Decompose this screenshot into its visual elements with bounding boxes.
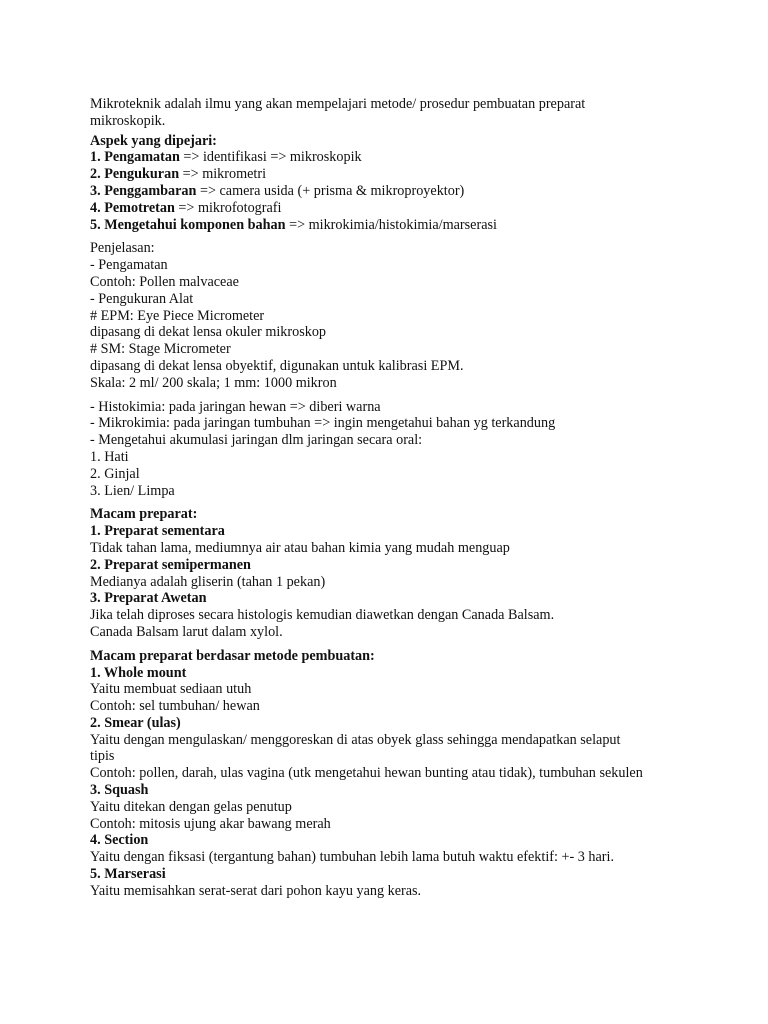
metode-item-title: 3. Squash [90, 782, 149, 799]
metode-item-desc: Yaitu dengan mengulaskan/ menggoreskan di atas obyek glass sehingga mendapatkan selaput [90, 731, 621, 748]
metode-item-desc: Yaitu dengan fiksasi (tergantung bahan) tumbuhan lebih lama butuh waktu efektif: +- 3 hari. [90, 849, 615, 866]
aspek-item: 1. Pengamatan => identifikasi => mikroskopik [90, 149, 362, 166]
histo-line: 3. Lien/ Limpa [90, 482, 175, 499]
histo-line: - Histokimia: pada jaringan hewan => diberi warna [90, 398, 381, 415]
metode-item-title: 5. Marserasi [90, 866, 166, 883]
histo-line: - Mikrokimia: pada jaringan tumbuhan => ingin mengetahui bahan yg terkandung [90, 415, 556, 432]
macam-item-desc: Canada Balsam larut dalam xylol. [90, 623, 283, 640]
aspek-item: 5. Mengetahui komponen bahan => mikrokimia/histokimia/marserasi [90, 216, 497, 233]
penjelasan-line: - Pengamatan [90, 257, 168, 274]
penjelasan-line: Skala: 2 ml/ 200 skala; 1 mm: 1000 mikron [90, 374, 337, 391]
metode-item-desc: Yaitu ditekan dengan gelas penutup [90, 798, 292, 815]
penjelasan-line: Penjelasan: [90, 240, 155, 257]
macam-item-title: 1. Preparat sementara [90, 523, 225, 540]
macam-item-desc: Jika telah diproses secara histologis kemudian diawetkan dengan Canada Balsam. [90, 607, 555, 624]
metode-item-title: 4. Section [90, 832, 149, 849]
penjelasan-line: - Pengukuran Alat [90, 290, 194, 307]
aspek-heading: Aspek yang dipejari: [90, 132, 217, 149]
macam-item-desc: Tidak tahan lama, mediumnya air atau bahan kimia yang mudah menguap [90, 539, 510, 556]
penjelasan-line: Contoh: Pollen malvaceae [90, 273, 239, 290]
intro-paragraph: Mikroteknik adalah ilmu yang akan mempelajari metode/ prosedur pembuatan preparat mikroskopik. [90, 96, 586, 129]
macam-heading: Macam preparat: [90, 506, 198, 523]
macam-item-title: 2. Preparat semipermanen [90, 556, 251, 573]
macam-item-desc: Medianya adalah gliserin (tahan 1 pekan) [90, 573, 326, 590]
metode-item-desc: Contoh: mitosis ujung akar bawang merah [90, 815, 331, 832]
penjelasan-line: dipasang di dekat lensa obyektif, digunakan untuk kalibrasi EPM. [90, 357, 464, 374]
histo-line: 2. Ginjal [90, 465, 140, 482]
metode-item-desc: Contoh: pollen, darah, ulas vagina (utk mengetahui hewan bunting atau tidak), tumbuhan sekulen [90, 765, 643, 782]
metode-item-desc: tipis [90, 748, 115, 765]
penjelasan-line: dipasang di dekat lensa okuler mikroskop [90, 324, 327, 341]
metode-heading: Macam preparat berdasar metode pembuatan: [90, 647, 375, 664]
histo-line: - Mengetahui akumulasi jaringan dlm jaringan secara oral: [90, 432, 423, 449]
macam-item-title: 3. Preparat Awetan [90, 590, 207, 607]
document-body [90, 96, 700, 900]
metode-item-desc: Contoh: sel tumbuhan/ hewan [90, 698, 260, 715]
histo-line: 1. Hati [90, 448, 129, 465]
metode-section [90, 648, 700, 900]
aspek-item: 2. Pengukuran => mikrometri [90, 166, 267, 183]
metode-item-title: 1. Whole mount [90, 664, 187, 681]
macam-section [90, 506, 700, 640]
penjelasan-line: # EPM: Eye Piece Micrometer [90, 307, 265, 324]
penjelasan-section [90, 240, 700, 391]
metode-item-desc: Yaitu membuat sediaan utuh [90, 681, 252, 698]
aspek-item: 3. Penggambaran => camera usida (+ prisma & mikroproyektor) [90, 182, 465, 199]
metode-item-desc: Yaitu memisahkan serat-serat dari pohon kayu yang keras. [90, 882, 422, 899]
aspek-item: 4. Pemotretan => mikrofotografi [90, 199, 282, 216]
metode-item-title: 2. Smear (ulas) [90, 714, 181, 731]
histo-section [90, 399, 700, 500]
aspek-section [90, 133, 700, 234]
penjelasan-line: # SM: Stage Micrometer [90, 341, 231, 358]
